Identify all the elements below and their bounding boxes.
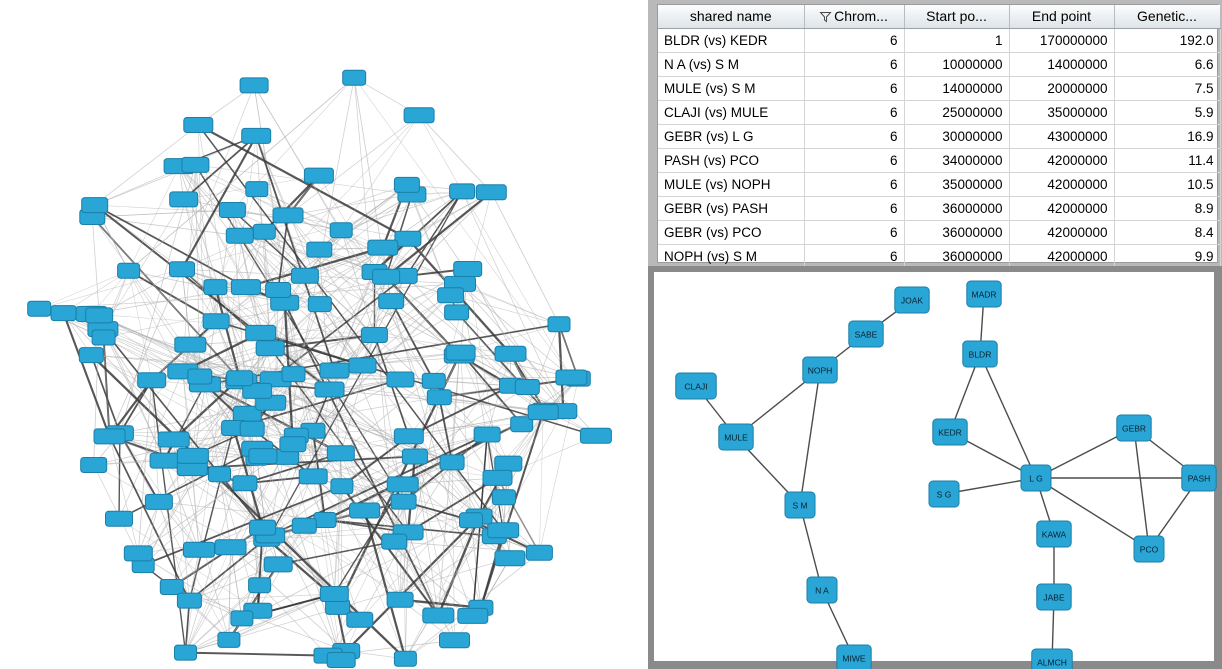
- node-label: S G: [936, 489, 952, 500]
- node-rect[interactable]: [963, 341, 997, 367]
- network-node[interactable]: [849, 321, 883, 347]
- network-node[interactable]: [188, 369, 212, 384]
- cell-chromosome: 6: [804, 221, 904, 245]
- node-rect[interactable]: [933, 419, 967, 445]
- network-node[interactable]: [150, 453, 179, 468]
- network-node[interactable]: [246, 182, 268, 197]
- node-rect[interactable]: [1032, 649, 1073, 669]
- network-small-view[interactable]: [654, 272, 1214, 668]
- network-edge[interactable]: [980, 354, 1036, 478]
- network-node[interactable]: [440, 455, 464, 470]
- network-node[interactable]: [474, 427, 500, 442]
- cell-genetic: 8.4: [1114, 221, 1220, 245]
- cell-start-point: 36000000: [904, 245, 1009, 269]
- cell-chromosome: 6: [804, 53, 904, 77]
- table-row[interactable]: [658, 221, 1220, 245]
- network-node[interactable]: [895, 287, 929, 313]
- cell-chromosome: 6: [804, 101, 904, 125]
- cell-genetic: 192.0: [1114, 29, 1220, 53]
- cell-chromosome: 6: [804, 245, 904, 269]
- network-node[interactable]: [86, 308, 113, 323]
- network-node[interactable]: [803, 357, 837, 383]
- network-node[interactable]: [368, 240, 398, 255]
- node-label: GEBR: [1121, 423, 1147, 434]
- table-row[interactable]: [658, 197, 1220, 221]
- cell-genetic: 6.6: [1114, 53, 1220, 77]
- network-node[interactable]: [493, 490, 516, 505]
- network-node[interactable]: [330, 223, 352, 238]
- network-node[interactable]: [404, 108, 434, 123]
- network-node[interactable]: [175, 337, 206, 352]
- network-node[interactable]: [138, 373, 166, 388]
- network-node[interactable]: [402, 449, 427, 464]
- node-rect[interactable]: [929, 481, 959, 507]
- table-row[interactable]: [658, 173, 1220, 197]
- network-small-canvas[interactable]: [654, 272, 1212, 668]
- network-node[interactable]: [394, 651, 416, 666]
- cell-shared-name: PASH (vs) PCO: [658, 149, 804, 173]
- network-node[interactable]: [204, 280, 227, 295]
- network-node[interactable]: [170, 262, 195, 277]
- network-node[interactable]: [256, 341, 284, 356]
- node-label: KEDR: [938, 427, 962, 438]
- network-node[interactable]: [331, 479, 353, 494]
- cell-shared-name: GEBR (vs) PCO: [658, 221, 804, 245]
- network-node[interactable]: [308, 297, 331, 312]
- network-node[interactable]: [837, 645, 871, 669]
- network-node[interactable]: [343, 70, 366, 85]
- cell-start-point: 30000000: [904, 125, 1009, 149]
- network-node[interactable]: [282, 367, 305, 382]
- cell-start-point: 14000000: [904, 77, 1009, 101]
- column-header-end-point-label: End point: [1031, 8, 1092, 24]
- cell-shared-name: GEBR (vs) PASH: [658, 197, 804, 221]
- network-node[interactable]: [280, 437, 306, 452]
- network-node[interactable]: [382, 534, 407, 549]
- cell-shared-name: BLDR (vs) KEDR: [658, 29, 804, 53]
- network-node[interactable]: [1037, 584, 1071, 610]
- network-node[interactable]: [145, 494, 172, 509]
- network-edge[interactable]: [229, 547, 231, 640]
- network-node[interactable]: [170, 192, 198, 207]
- network-node[interactable]: [79, 348, 103, 363]
- network-node[interactable]: [304, 168, 333, 183]
- network-node[interactable]: [1182, 465, 1216, 491]
- network-node[interactable]: [250, 520, 276, 535]
- network-node[interactable]: [209, 467, 231, 482]
- network-node[interactable]: [219, 203, 245, 218]
- network-node[interactable]: [963, 341, 997, 367]
- network-node[interactable]: [350, 503, 380, 518]
- network-node[interactable]: [158, 432, 189, 447]
- node-label: MIWE: [842, 653, 866, 664]
- node-label: NOPH: [807, 365, 833, 376]
- filter-icon: [820, 12, 831, 22]
- network-node[interactable]: [184, 118, 213, 133]
- node-rect[interactable]: [785, 492, 815, 518]
- network-node[interactable]: [292, 518, 316, 533]
- cell-end-point: 42000000: [1009, 221, 1114, 245]
- network-node[interactable]: [227, 371, 253, 386]
- node-label: N A: [815, 585, 829, 596]
- cell-genetic: 10.5: [1114, 173, 1220, 197]
- network-node[interactable]: [445, 305, 469, 320]
- network-node[interactable]: [184, 542, 215, 557]
- cell-shared-name: NOPH (vs) S M: [658, 245, 804, 269]
- node-rect[interactable]: [837, 645, 871, 669]
- node-rect[interactable]: [1037, 584, 1071, 610]
- network-node[interactable]: [933, 419, 967, 445]
- node-label: PCO: [1139, 544, 1159, 555]
- table-body[interactable]: [658, 29, 1220, 269]
- cell-start-point: 36000000: [904, 197, 1009, 221]
- network-node[interactable]: [387, 592, 413, 607]
- network-node[interactable]: [556, 370, 587, 385]
- network-node[interactable]: [423, 608, 454, 623]
- cell-shared-name: GEBR (vs) L G: [658, 125, 804, 149]
- edge-table[interactable]: [658, 5, 1221, 269]
- network-node[interactable]: [253, 224, 275, 239]
- network-node[interactable]: [807, 577, 837, 603]
- node-rect[interactable]: [676, 373, 717, 399]
- cell-end-point: 43000000: [1009, 125, 1114, 149]
- edge-table-scroll[interactable]: [657, 4, 1218, 263]
- cell-shared-name: N A (vs) S M: [658, 53, 804, 77]
- node-label: SABE: [854, 329, 878, 340]
- network-node[interactable]: [395, 231, 421, 246]
- cell-shared-name: MULE (vs) S M: [658, 77, 804, 101]
- network-edge[interactable]: [391, 301, 434, 381]
- network-node[interactable]: [266, 283, 291, 298]
- node-label: KAWA: [1041, 529, 1067, 540]
- network-node[interactable]: [246, 325, 276, 340]
- node-rect[interactable]: [1037, 521, 1071, 547]
- cell-genetic: 8.9: [1114, 197, 1220, 221]
- network-node[interactable]: [391, 494, 416, 509]
- network-node[interactable]: [28, 301, 51, 316]
- network-node[interactable]: [495, 551, 525, 566]
- cell-end-point: 42000000: [1009, 197, 1114, 221]
- network-node[interactable]: [106, 511, 133, 526]
- column-header-genetic-label: Genetic...: [1137, 8, 1197, 24]
- node-label: ALMCH: [1037, 657, 1067, 668]
- network-node[interactable]: [264, 557, 292, 572]
- node-rect[interactable]: [1182, 465, 1216, 491]
- network-node[interactable]: [299, 469, 327, 484]
- cell-end-point: 14000000: [1009, 53, 1114, 77]
- network-node[interactable]: [483, 470, 512, 485]
- network-node[interactable]: [242, 128, 271, 143]
- network-node[interactable]: [240, 78, 268, 93]
- node-rect[interactable]: [719, 424, 753, 450]
- network-node[interactable]: [460, 513, 483, 528]
- cell-end-point: 20000000: [1009, 77, 1114, 101]
- column-header-shared-name-label: shared name: [689, 8, 772, 24]
- network-node[interactable]: [315, 382, 344, 397]
- network-node[interactable]: [427, 390, 451, 405]
- network-node[interactable]: [488, 523, 519, 538]
- network-node[interactable]: [526, 545, 552, 560]
- network-node[interactable]: [394, 177, 419, 192]
- network-node[interactable]: [785, 492, 815, 518]
- network-node[interactable]: [203, 314, 229, 329]
- network-node[interactable]: [440, 633, 470, 648]
- node-label: CLAJI: [684, 381, 708, 392]
- network-node[interactable]: [387, 477, 418, 492]
- network-node[interactable]: [676, 373, 717, 399]
- node-rect[interactable]: [1021, 465, 1051, 491]
- network-node[interactable]: [92, 330, 115, 345]
- network-edge[interactable]: [419, 115, 462, 191]
- network-node[interactable]: [160, 580, 183, 595]
- table-row[interactable]: [658, 53, 1220, 77]
- network-node[interactable]: [226, 228, 253, 243]
- cell-genetic: 16.9: [1114, 125, 1220, 149]
- column-header-start-point[interactable]: [904, 5, 1009, 29]
- network-node[interactable]: [249, 578, 271, 593]
- cell-chromosome: 6: [804, 149, 904, 173]
- network-edge[interactable]: [452, 462, 479, 516]
- cell-chromosome: 6: [804, 125, 904, 149]
- network-node[interactable]: [373, 269, 400, 284]
- network-node[interactable]: [249, 449, 277, 464]
- network-node[interactable]: [548, 317, 570, 332]
- network-node[interactable]: [450, 184, 475, 199]
- network-node[interactable]: [495, 346, 526, 361]
- network-node[interactable]: [454, 262, 482, 277]
- network-node[interactable]: [118, 263, 140, 278]
- node-label: PASH: [1187, 473, 1211, 484]
- table-row[interactable]: [658, 29, 1220, 53]
- network-node[interactable]: [175, 645, 197, 660]
- network-node[interactable]: [124, 546, 152, 561]
- node-rect[interactable]: [1117, 415, 1151, 441]
- column-header-shared-name[interactable]: [658, 5, 804, 29]
- network-edge[interactable]: [800, 370, 820, 505]
- network-small-panel: [648, 266, 1222, 669]
- network-edge[interactable]: [152, 380, 186, 652]
- node-rect[interactable]: [1134, 536, 1164, 562]
- table-row[interactable]: [658, 245, 1220, 269]
- network-node[interactable]: [495, 456, 522, 471]
- network-node[interactable]: [349, 358, 376, 373]
- network-node[interactable]: [215, 540, 246, 555]
- node-label: S M: [792, 500, 808, 511]
- network-node[interactable]: [438, 288, 464, 303]
- network-node[interactable]: [273, 208, 303, 223]
- column-header-genetic[interactable]: [1114, 5, 1220, 29]
- network-node[interactable]: [476, 185, 506, 200]
- column-header-end-point[interactable]: [1009, 5, 1114, 29]
- cell-end-point: 42000000: [1009, 149, 1114, 173]
- table-row[interactable]: [658, 125, 1220, 149]
- network-edge[interactable]: [92, 217, 99, 315]
- network-node[interactable]: [182, 157, 209, 172]
- network-node[interactable]: [218, 632, 240, 647]
- network-node[interactable]: [94, 429, 125, 444]
- cell-start-point: 36000000: [904, 221, 1009, 245]
- node-rect[interactable]: [849, 321, 883, 347]
- network-node[interactable]: [515, 380, 539, 395]
- table-row[interactable]: [658, 101, 1220, 125]
- node-rect[interactable]: [803, 357, 837, 383]
- network-node[interactable]: [320, 587, 348, 602]
- cell-chromosome: 6: [804, 173, 904, 197]
- network-edge[interactable]: [452, 356, 459, 463]
- network-node[interactable]: [307, 242, 332, 257]
- cell-start-point: 10000000: [904, 53, 1009, 77]
- network-node[interactable]: [81, 458, 107, 473]
- network-node[interactable]: [233, 476, 257, 491]
- network-edge[interactable]: [539, 412, 543, 553]
- cell-shared-name: MULE (vs) NOPH: [658, 173, 804, 197]
- node-label: L G: [1029, 473, 1043, 484]
- network-node[interactable]: [1117, 415, 1151, 441]
- network-edge[interactable]: [186, 653, 329, 656]
- network-node[interactable]: [394, 429, 423, 444]
- cell-chromosome: 6: [804, 29, 904, 53]
- cell-start-point: 35000000: [904, 173, 1009, 197]
- edge-table-panel: [648, 0, 1222, 266]
- cell-end-point: 35000000: [1009, 101, 1114, 125]
- cell-end-point: 42000000: [1009, 173, 1114, 197]
- network-node[interactable]: [580, 428, 611, 443]
- cell-start-point: 34000000: [904, 149, 1009, 173]
- network-node[interactable]: [528, 405, 558, 420]
- network-node[interactable]: [1037, 521, 1071, 547]
- network-edge[interactable]: [1134, 428, 1149, 549]
- network-node[interactable]: [458, 608, 488, 623]
- network-edge[interactable]: [129, 271, 152, 380]
- cell-chromosome: 6: [804, 197, 904, 221]
- network-node[interactable]: [177, 593, 201, 608]
- table-header-row: [658, 5, 1220, 29]
- node-label: BLDR: [968, 349, 992, 360]
- cell-genetic: 11.4: [1114, 149, 1220, 173]
- large-network-edges: [39, 78, 596, 660]
- cell-genetic: 5.9: [1114, 101, 1220, 125]
- node-rect[interactable]: [807, 577, 837, 603]
- network-node[interactable]: [446, 345, 475, 360]
- network-node[interactable]: [929, 481, 959, 507]
- node-label: MADR: [971, 289, 997, 300]
- network-node[interactable]: [231, 280, 260, 295]
- cell-end-point: 42000000: [1009, 245, 1114, 269]
- network-node[interactable]: [422, 373, 445, 388]
- column-header-chromosome-label: Chrom...: [834, 8, 888, 24]
- network-node[interactable]: [387, 372, 414, 387]
- cell-genetic: 9.9: [1114, 245, 1220, 269]
- table-row[interactable]: [658, 77, 1220, 101]
- network-node[interactable]: [1134, 536, 1164, 562]
- node-label: JABE: [1043, 592, 1065, 603]
- network-node[interactable]: [1021, 465, 1051, 491]
- table-row[interactable]: [658, 149, 1220, 173]
- cell-chromosome: 6: [804, 77, 904, 101]
- network-node[interactable]: [291, 268, 318, 283]
- small-network-edges: [696, 294, 1199, 662]
- network-edge[interactable]: [419, 115, 491, 192]
- cell-start-point: 1: [904, 29, 1009, 53]
- node-label: MULE: [724, 432, 748, 443]
- network-node[interactable]: [719, 424, 753, 450]
- node-rect[interactable]: [895, 287, 929, 313]
- cell-end-point: 170000000: [1009, 29, 1114, 53]
- network-node[interactable]: [231, 611, 253, 626]
- cell-shared-name: CLAJI (vs) MULE: [658, 101, 804, 125]
- network-node[interactable]: [314, 513, 336, 528]
- network-edge[interactable]: [39, 271, 128, 309]
- network-node[interactable]: [967, 281, 1001, 307]
- cell-start-point: 25000000: [904, 101, 1009, 125]
- node-rect[interactable]: [967, 281, 1001, 307]
- network-node[interactable]: [320, 363, 349, 378]
- network-node[interactable]: [51, 306, 76, 321]
- column-header-start-point-label: Start po...: [926, 8, 987, 24]
- network-node[interactable]: [177, 448, 208, 463]
- network-node[interactable]: [240, 421, 264, 436]
- node-label: JOAK: [900, 295, 924, 306]
- network-node[interactable]: [361, 328, 387, 343]
- network-node[interactable]: [1032, 649, 1073, 669]
- network-node[interactable]: [327, 653, 355, 668]
- column-header-chromosome[interactable]: [804, 5, 904, 29]
- cell-genetic: 7.5: [1114, 77, 1220, 101]
- network-node[interactable]: [82, 198, 108, 213]
- network-node[interactable]: [347, 612, 373, 627]
- network-node[interactable]: [379, 294, 404, 309]
- network-node[interactable]: [327, 446, 354, 461]
